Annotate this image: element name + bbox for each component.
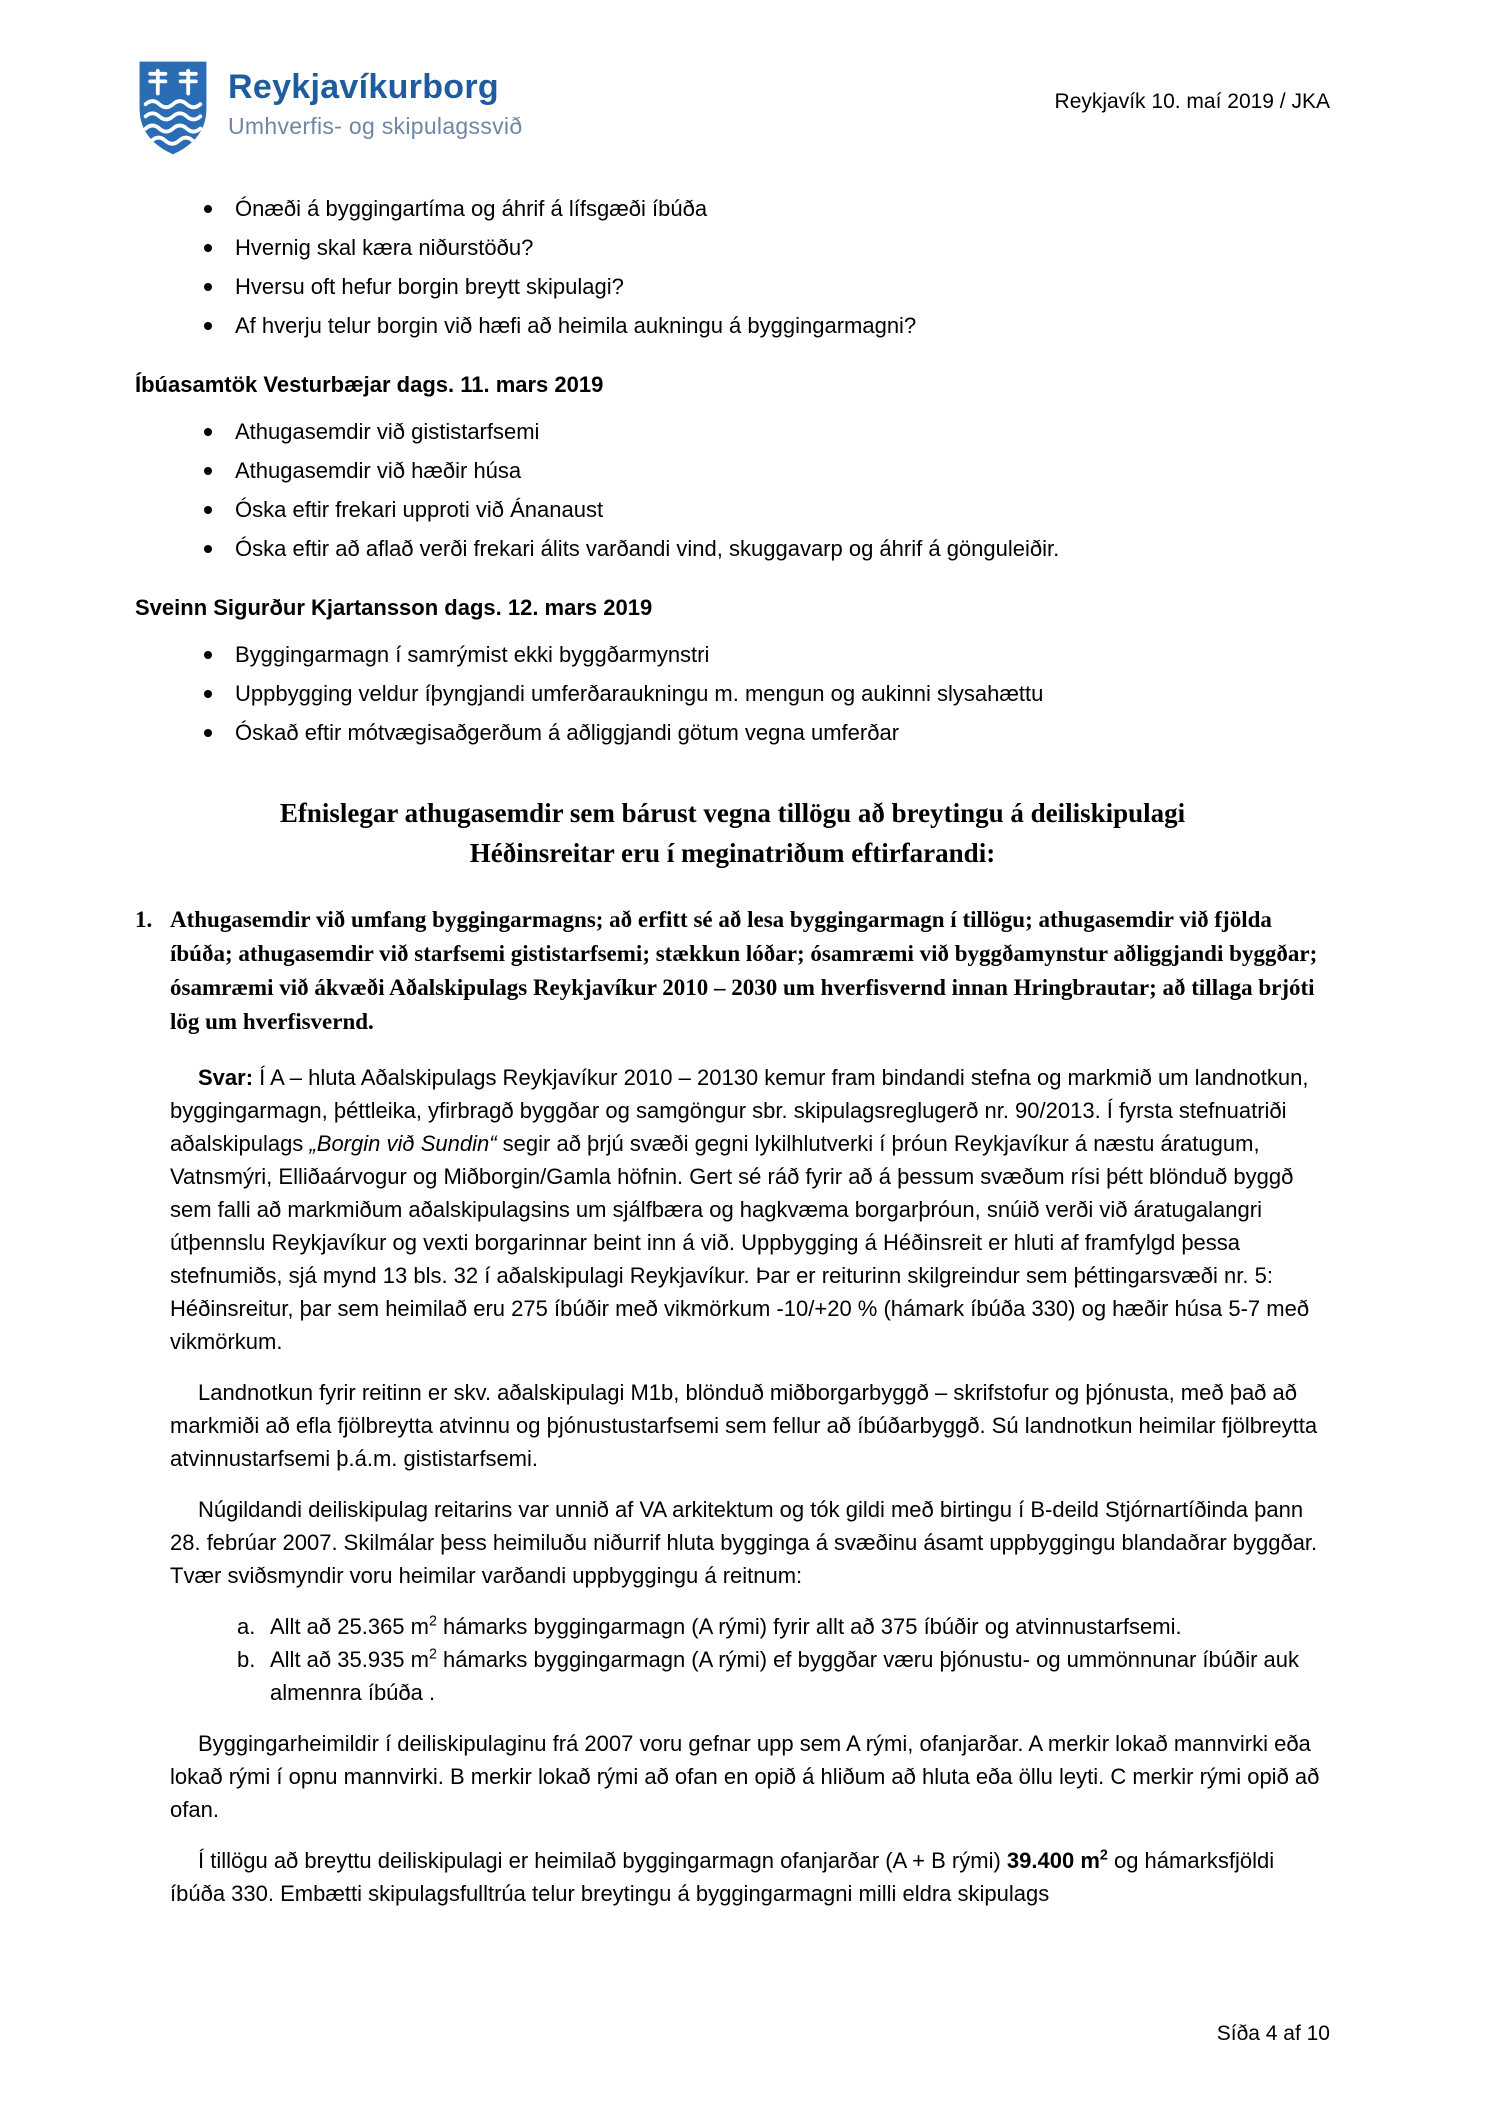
paragraph-closing [170, 1844, 1330, 1910]
intro-bullet-list [135, 192, 1330, 342]
paragraph-answer [170, 1061, 1330, 1358]
bullet-item: Ónæði á byggingartíma og áhrif á lífsgæði íbúða [235, 192, 1330, 225]
lettered-item-text: Allt að 25.365 $m^2$ hámarks byggingarmagn (A rými) fyrir allt að 375 íbúðir og atvinnustarfsemi. [270, 1613, 1182, 1639]
bullet-item: Óskað eftir mótvægisaðgerðum á aðliggjandi götum vegna umferðar [235, 716, 1330, 749]
org-department: Umhverfis- og skipulagssvið [228, 113, 523, 140]
bullet-item: Óska eftir að aflað verði frekari álits varðandi vind, skuggavarp og áhrif á gönguleiðir. [235, 532, 1330, 565]
reykjavik-coat-of-arms-icon [135, 58, 211, 158]
closing-text-continued: og hámarksfjöldi íbúða 330. Embætti skipulagsfulltrúa telur breytingu á byggingarmagni milli eldra skipulags [170, 1848, 1275, 1906]
numbered-item-1 [135, 903, 1330, 1039]
answer-label: Svar: [198, 1065, 254, 1090]
lettered-item-a [237, 1610, 1330, 1643]
bullet-item: Uppbygging veldur íþyngjandi umferðaraukningu m. mengun og aukinni slysahættu [235, 677, 1330, 710]
bullet-item: Hversu oft hefur borgin breytt skipulagi? [235, 270, 1330, 303]
bullet-item: Byggingarmagn í samrýmist ekki byggðarmynstri [235, 638, 1330, 671]
bullet-item: Af hverju telur borgin við hæfi að heimila aukningu á byggingarmagni? [235, 309, 1330, 342]
logo [135, 58, 522, 158]
numbered-item-text: Athugasemdir við umfang byggingarmagns; að erfitt sé að lesa byggingarmagn í tillögu; athugasemdir við fjölda íbúða; athugasemdir við starfsemi gististarfsemi; stækkun lóðar; ósamræmi við byggðamynstur aðliggjandi byggðar; ósamræmi við ákvæði Aðalskipulags Reykjavíkur 2010 – 2030 um hverfisvernd innan Hringbrautar; að tillaga brjóti lög um hverfisvernd. [170, 907, 1318, 1034]
bullet-item: Athugasemdir við gististarfsemi [235, 415, 1330, 448]
lettered-item-text: Allt að 35.935 $m^2$ hámarks byggingarmagn (A rými) ef byggðar væru þjónustu- og ummönnunar íbúðir auk almennra íbúða . [270, 1646, 1300, 1705]
org-name: Reykjavíkurborg [228, 68, 499, 106]
lettered-list [237, 1610, 1330, 1709]
date-line: Reykjavík 10. maí 2019 / JKA [1054, 90, 1330, 113]
section-heading-sveinn: Sveinn Sigurður Kjartansson dags. 12. mars 2019 [135, 595, 653, 620]
closing-bold-value: 39.400 $m^2$ [1006, 1847, 1108, 1873]
numbered-item-number: 1. [135, 907, 153, 932]
page-header [135, 58, 1330, 158]
section1-bullet-list [135, 415, 1330, 565]
bullet-item: Athugasemdir við hæðir húsa [235, 454, 1330, 487]
lettered-item-b [237, 1643, 1330, 1709]
answer-italic-quote: „Borgin við Sundin“ [309, 1131, 497, 1156]
bullet-item: Hvernig skal kæra niðurstöðu? [235, 231, 1330, 264]
closing-text: Í tillögu að breyttu deiliskipulagi er heimilað byggingarmagn ofanjarðar (A + B rými) [198, 1848, 1007, 1873]
logo-text [228, 58, 522, 140]
section-heading-ibuasamtok: Íbúasamtök Vesturbæjar dags. 11. mars 2019 [135, 372, 604, 397]
section2-bullet-list [135, 638, 1330, 749]
lettered-item-letter: a. [237, 1614, 256, 1639]
main-heading: Efnislegar athugasemdir sem bárust vegna tillögu að breytingu á deiliskipulagi Héðinsreitar eru í meginatriðum eftirfarandi: [279, 798, 1186, 868]
page-number: Síða 4 af 10 [1216, 2022, 1330, 2045]
paragraph-landnotkun: Landnotkun fyrir reitinn er skv. aðalskipulagi M1b, blönduð miðborgarbyggð – skrifstofur og þjónusta, með það að markmiði að efla fjölbreytta atvinnu og þjónustustarfsemi sem fellur að íbúðarbyggð. Sú landnotkun heimilar fjölbreytta atvinnustarfsemi þ.á.m. gististarfsemi. [170, 1380, 1318, 1471]
superscript-2: 2 [1099, 1847, 1108, 1864]
superscript-2: 2 [428, 1613, 437, 1630]
answer-text: Í A – hluta Aðalskipulags Reykjavíkur 2010 – 20130 kemur fram bindandi stefna og markmið um landnotkun, byggingarmagn, þéttleika, yfirbragð byggðar og samgöngur sbr. skipulagsreglugerð nr. 90/2013. Í fyrsta stefnuatriði aðalskipulags [170, 1065, 1309, 1156]
answer-text-continued: segir að þrjú svæði gegni lykilhlutverki í þróun Reykjavíkur á næstu áratugum, Vatnsmýri, Elliðaárvogur og Miðborgin/Gamla höfnin. Gert sé ráð fyrir að á þessum svæðum rísi þétt blönduð byggð sem falli að markmiðum aðalskipulagsins um sjálfbæra og hagkvæma borgarþróun, snúið verði við áratugalangri útþennslu Reykjavíkur og vexti borgarinnar beint inn á við. Uppbygging á Héðinsreit er hluti af framfylgd þessa stefnumiðs, sjá mynd 13 bls. 32 í aðalskipulagi Reykjavíkur. Þar er reiturinn skilgreindur sem þéttingarsvæði nr. 5: Héðinsreitur, þar sem heimilað eru 275 íbúðir með vikmörkum -10/+20 % (hámark íbúða 330) og hæðir húsa 5-7 með vikmörkum. [170, 1131, 1310, 1354]
paragraph-byggingarheimildir: Byggingarheimildir í deiliskipulaginu frá 2007 voru gefnar upp sem A rými, ofanjarðar. A merkir lokað mannvirki eða lokað rými í opnu mannvirki. B merkir lokað rými að ofan en opið á hliðum að hluta eða öllu leyti. C merkir rými opið að ofan. [170, 1731, 1320, 1822]
paragraph-nugildandi: Núgildandi deiliskipulag reitarins var unnið af VA arkitektum og tók gildi með birtingu í B-deild Stjórnartíðinda þann 28. febrúar 2007. Skilmálar þess heimiluðu niðurrif hluta bygginga á svæðinu ásamt uppbyggingu blandaðrar byggðar. Tvær sviðsmyndir voru heimilar varðandi uppbyggingu á reitnum: [170, 1497, 1318, 1588]
superscript-2: 2 [428, 1646, 437, 1663]
bullet-item: Óska eftir frekari upproti við Ánanaust [235, 493, 1330, 526]
lettered-item-letter: b. [237, 1647, 256, 1672]
